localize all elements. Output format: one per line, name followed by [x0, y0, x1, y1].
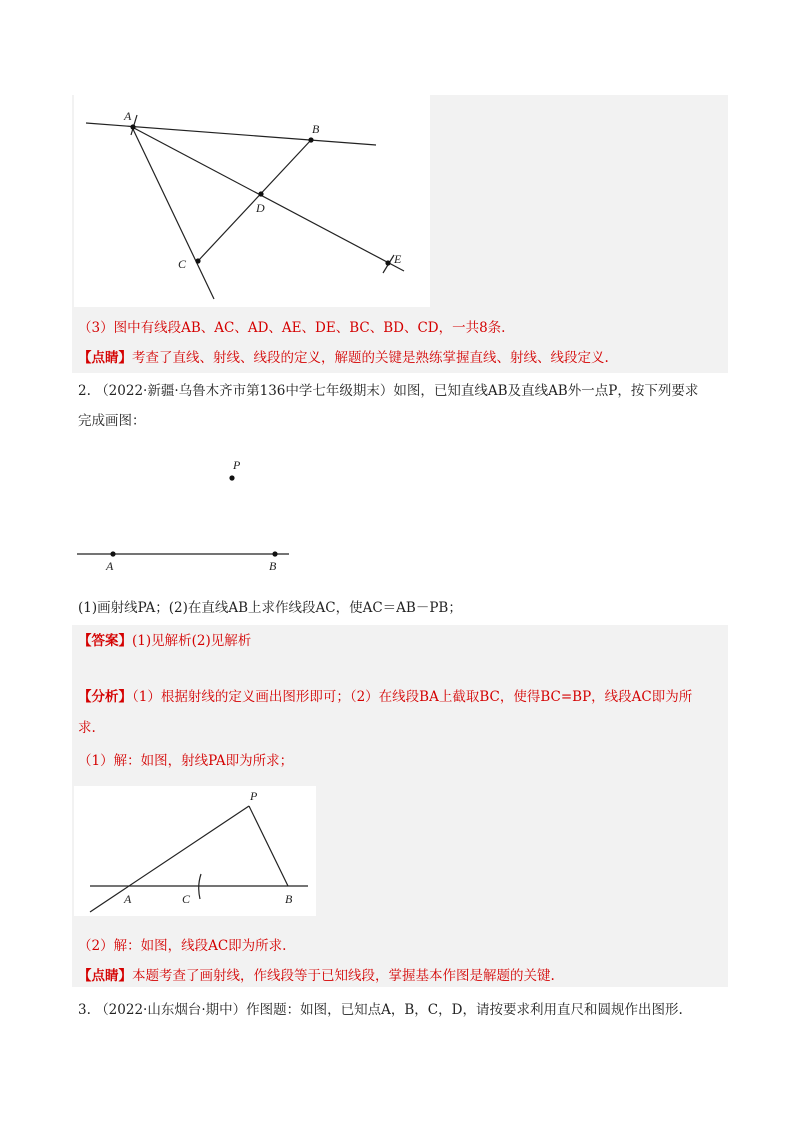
- label-p: P: [250, 789, 258, 803]
- q2-answer: [78, 631, 251, 651]
- label-b: B: [285, 892, 293, 906]
- figure-q2: [75, 455, 305, 575]
- label-b: B: [312, 122, 320, 136]
- comment-tag: 【点睛】: [78, 968, 132, 984]
- label-a: A: [124, 109, 132, 123]
- point-e: [385, 260, 390, 265]
- analysis-text: （1）根据射线的定义画出图形即可；（2）在线段BA上截取BC，使得BC=BP，线段AC即为所: [132, 689, 693, 705]
- label-a: A: [106, 559, 114, 573]
- label-c: C: [178, 257, 187, 271]
- comment-text: 考查了直线、射线、线段的定义，解题的关键是熟练掌握直线、射线、线段定义.: [132, 350, 609, 366]
- line-ae: [132, 127, 404, 271]
- q2-comment: [78, 966, 555, 986]
- q2-stem-text: （2022·新疆·乌鲁木齐市第136中学七年级期末）如图，已知直线AB及直线AB外一点P，按下列要求: [95, 383, 699, 399]
- label-c: C: [182, 892, 191, 906]
- comment-text: 本题考查了画射线，作线段等于已知线段，掌握基本作图是解题的关键.: [132, 968, 555, 984]
- point-b: [308, 137, 313, 142]
- q2-number: 2.: [78, 383, 91, 399]
- q2-tasks: (1)画射线PA；(2)在直线AB上求作线段AC，使AC＝AB－PB；: [78, 600, 462, 616]
- label-p: P: [233, 458, 241, 472]
- q3-stem: [78, 1000, 683, 1020]
- figure-1: [74, 95, 430, 307]
- line-ab: [86, 123, 376, 145]
- q2-analysis-line2: 求.: [78, 720, 96, 736]
- point-p: [229, 475, 234, 480]
- comment-tag: 【点睛】: [78, 350, 132, 366]
- label-e: E: [394, 252, 402, 266]
- figure-1-svg: [74, 95, 430, 307]
- segment-bc: [198, 140, 311, 261]
- answer-tag: 【答案】: [78, 633, 132, 649]
- point-c: [195, 258, 200, 263]
- point-a: [130, 124, 135, 129]
- point-a: [110, 551, 115, 556]
- q2-stem-line1: [78, 381, 698, 401]
- label-d: D: [256, 201, 265, 215]
- q2-analysis-line1: [78, 687, 692, 707]
- q2-solution-2: （2）解：如图，线段AC即为所求.: [78, 938, 287, 954]
- p1-comment: [78, 348, 609, 368]
- label-b: B: [269, 559, 277, 573]
- analysis-tag: 【分析】: [78, 689, 132, 705]
- label-a: A: [124, 892, 132, 906]
- point-d: [258, 191, 263, 196]
- segment-pb: [249, 806, 288, 886]
- p1-part3: （3）图中有线段AB、AC、AD、AE、DE、BC、BD、CD，一共8条.: [78, 320, 506, 336]
- q2-solution-1: （1）解：如图，射线PA即为所求；: [78, 753, 294, 769]
- figure-q2-solution-svg: [74, 786, 316, 916]
- ray-pa: [90, 806, 249, 912]
- line-ac: [132, 127, 214, 299]
- answer-text: (1)见解析(2)见解析: [132, 633, 252, 649]
- q3-stem-text: （2022·山东烟台·期中）作图题：如图，已知点A，B，C，D，请按要求利用直尺和圆规作出图形.: [95, 1002, 683, 1018]
- q2-stem-line2: 完成画图：: [78, 413, 146, 429]
- figure-q2-solution: [74, 786, 316, 916]
- q3-number: 3.: [78, 1002, 91, 1018]
- point-b: [272, 551, 277, 556]
